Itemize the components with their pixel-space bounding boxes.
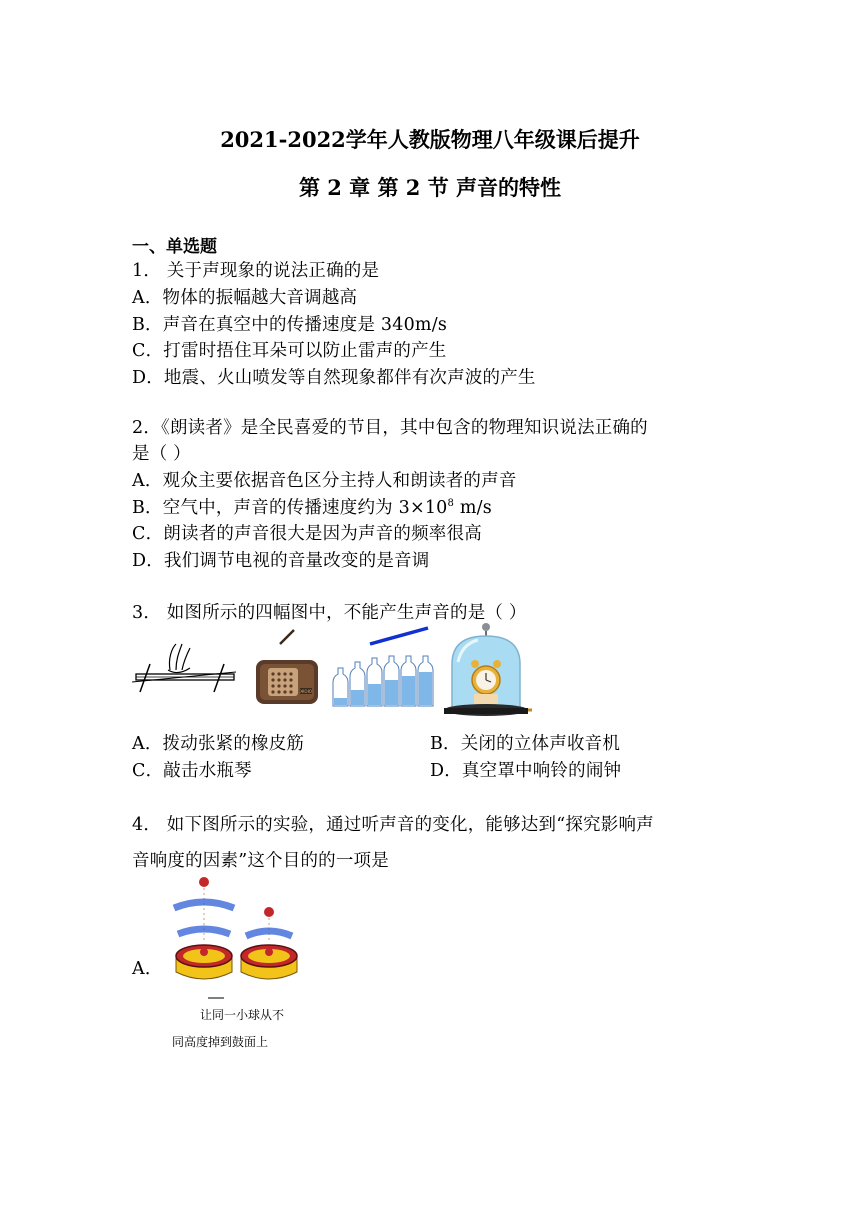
question-3-option-d: D．真空罩中响铃的闹钟 (430, 761, 622, 781)
question-2-stem-line2: 是（ ） (132, 444, 191, 464)
question-2-option-b-unit: m/s (454, 498, 492, 518)
question-1-option-a: A．物体的振幅越大音调越高 (132, 288, 358, 308)
ball-high (199, 877, 209, 887)
question-2-option-b-text: B．空气中，声音的传播速度约为 3×10 (132, 498, 448, 518)
question-3-option-b: B．关闭的立体声收音机 (430, 734, 621, 754)
radio-logo: ЖOЮ (300, 689, 312, 694)
sound-wave-icon (174, 902, 292, 936)
ball-low (264, 907, 274, 917)
question-2-option-b (132, 494, 492, 519)
exponent: 8 (447, 498, 455, 510)
question-2-option-a: A．观众主要依据音色区分主持人和朗读者的声音 (132, 471, 517, 491)
question-1-option-d: D．地震、火山喷发等自然现象都伴有次声波的产生 (132, 368, 536, 388)
water-bottles-figure (333, 628, 433, 706)
question-3-stem: 3． 如图所示的四幅图中，不能产生声音的是（ ） (132, 603, 527, 623)
radio-figure (256, 630, 318, 704)
drum-caption-line1: 让同一小球从不 (200, 1008, 285, 1022)
question-4-stem-line1: 4． 如下图所示的实验，通过听声音的变化，能够达到“探究影响声 (132, 815, 654, 835)
page-title: 2021-2022学年人教版物理八年级课后提升 (220, 127, 640, 152)
question-3-option-c: C．敲击水瓶琴 (132, 761, 252, 781)
question-4-stem-line2: 音响度的因素”这个目的的一项是 (132, 851, 389, 871)
page-subtitle: 第 2 章 第 2 节 声音的特性 (298, 175, 562, 200)
question-2-option-d: D．我们调节电视的音量改变的是音调 (132, 551, 430, 571)
question-4-option-a-label: A． (132, 959, 163, 979)
question-2-stem-line1: 2．《朗读者》是全民喜爱的节目，其中包含的物理知识说法正确的 (132, 418, 648, 438)
question-3-option-a: A．拨动张紧的橡皮筋 (132, 734, 305, 754)
question-1-option-b: B．声音在真空中的传播速度是 340m/s (132, 315, 447, 335)
bell-jar-figure (444, 623, 532, 716)
question-1-option-c: C．打雷时捂住耳朵可以防止雷声的产生 (132, 341, 447, 361)
drum-right (241, 945, 297, 979)
question-3-figures (132, 622, 532, 722)
drum-figure (168, 872, 313, 1012)
question-1-stem: 1． 关于声现象的说法正确的是 (132, 261, 380, 281)
drum-caption-line2: 同高度掉到鼓面上 (172, 1035, 269, 1049)
section-heading: 一、单选题 (132, 237, 217, 257)
question-2-option-c: C．朗读者的声音很大是因为声音的频率很高 (132, 524, 482, 544)
rubber-band-figure (132, 644, 236, 692)
drum-left (176, 945, 232, 979)
